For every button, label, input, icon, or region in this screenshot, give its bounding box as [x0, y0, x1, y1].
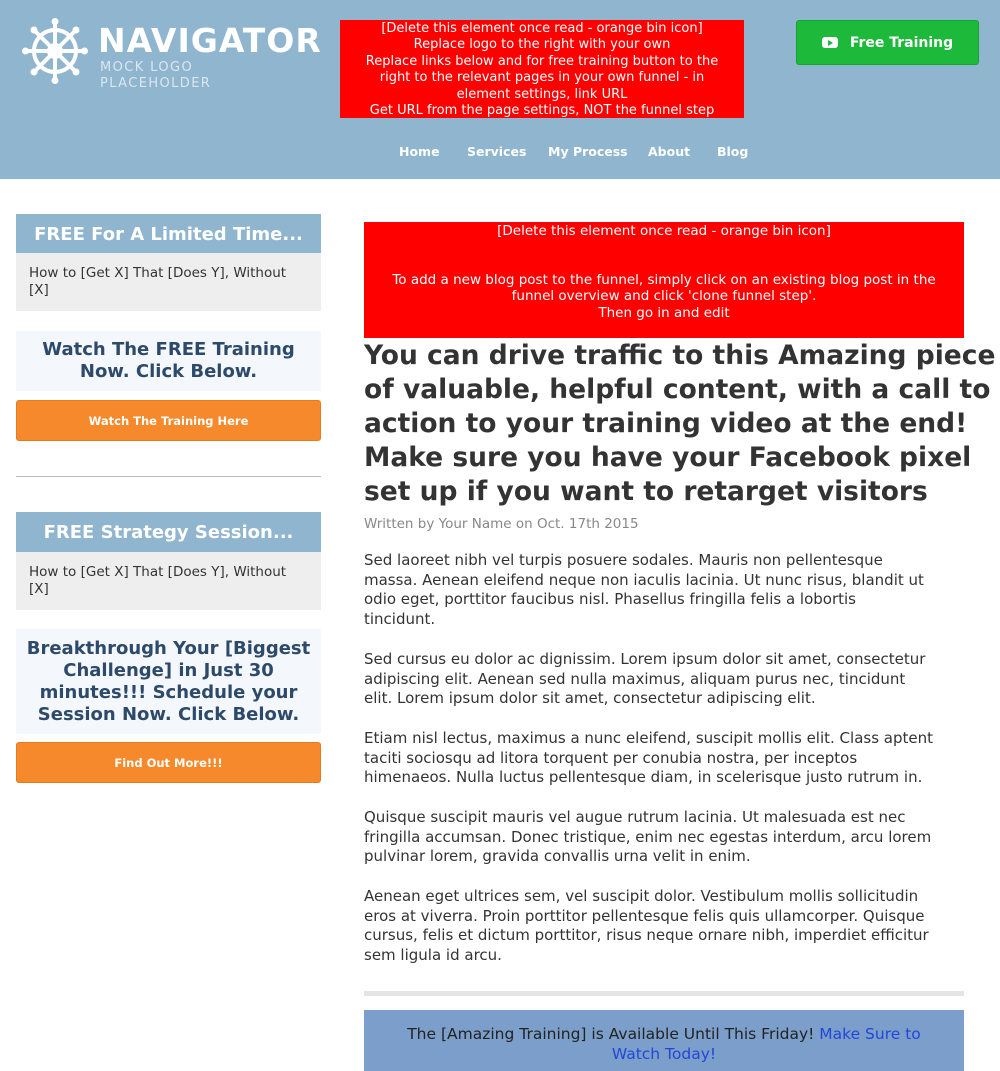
- notice-line: Get URL from the page settings, NOT the funnel step: [369, 103, 715, 119]
- sidebar-cta-text: Breakthrough Your [Biggest Challenge] in Just 30 minutes!!! Schedule your Session Now. Click Below.: [16, 629, 321, 734]
- logo-name: NAVIGATOR: [98, 21, 322, 60]
- paragraph-line: Sed cursus eu dolor ac dignissim. Lorem ipsum dolor sit amet, consectetur: [364, 650, 926, 668]
- nav-blog[interactable]: Blog: [717, 144, 749, 159]
- youtube-play-icon: [822, 37, 838, 48]
- paragraph-line: Quisque suscipit mauris vel augue rutrum lacinia. Ut malesuada est nec: [364, 808, 906, 826]
- paragraph-line: himenaeos. Nulla luctus pellentesque diam, in scelerisque justo rutrum in.: [364, 768, 923, 787]
- title-line: set up if you want to retarget visitors: [364, 476, 928, 507]
- paragraph-line: eros at viverra. Proin porttitor pellentesque felis quis ullamcorper. Quisque: [364, 906, 925, 925]
- sidebar-heading-free-training: FREE For A Limited Time...: [16, 214, 321, 254]
- notice-line: right to the relevant pages in your own funnel - in: [379, 70, 705, 86]
- paragraph-line: odio eget, porttitor faucibus nisl. Phasellus fringilla felis a lobortis: [364, 590, 856, 609]
- sidebar-subtext: How to [Get X] That [Does Y], Without [X]: [16, 552, 321, 610]
- find-out-more-button[interactable]: Find Out More!!!: [16, 742, 321, 783]
- banner-link[interactable]: Watch Today!: [611, 1045, 717, 1063]
- paragraph-line: taciti sociosqu ad litora torquent per conubia nostra, per inceptos: [364, 748, 858, 767]
- post-paragraph: [364, 887, 969, 966]
- paragraph-line: sem ligula id arcu.: [364, 946, 502, 965]
- sidebar-subtext: How to [Get X] That [Does Y], Without [X]: [16, 253, 321, 311]
- training-banner: [364, 1010, 964, 1071]
- notice-line: Replace logo to the right with your own: [413, 37, 671, 53]
- post-paragraph: [364, 551, 969, 630]
- title-line: action to your training video at the end!: [364, 408, 968, 439]
- paragraph-line: Aenean eget ultrices sem, vel suscipit dolor. Vestibulum mollis sollicitudin: [364, 887, 919, 905]
- logo[interactable]: [22, 18, 322, 91]
- paragraph-line: cursus, felis et dictum porttitor, risus neque ornare nibh, imperdiet efficitur: [364, 926, 929, 945]
- post-byline: Written by Your Name on Oct. 17th 2015: [364, 516, 639, 532]
- post-paragraph: [364, 650, 969, 709]
- nav-home[interactable]: Home: [399, 144, 440, 159]
- editor-notice: [364, 222, 964, 338]
- notice-line: To add a new blog post to the funnel, simply click on an existing blog post in the: [392, 271, 936, 288]
- title-line: of valuable, helpful content, with a call to: [364, 374, 991, 405]
- paragraph-line: adipiscing elit. Aenean sed nulla maximus, aliquam purus nec, tincidunt: [364, 669, 906, 688]
- editor-notice: [340, 20, 744, 118]
- watch-training-button[interactable]: Watch The Training Here: [16, 400, 321, 441]
- nav-services[interactable]: Services: [467, 144, 527, 159]
- free-training-label: Free Training: [849, 34, 954, 51]
- post-title: [364, 339, 996, 509]
- nav-my-process[interactable]: My Process: [548, 144, 628, 159]
- nav-about[interactable]: About: [648, 144, 691, 159]
- paragraph-line: Etiam nisl lectus, maximus a nunc eleifend, suscipit mollis elit. Class aptent: [364, 729, 934, 747]
- notice-line: Then go in and edit: [598, 304, 730, 321]
- free-training-button[interactable]: [796, 20, 979, 65]
- post-paragraph: [364, 729, 969, 788]
- sidebar-divider: [16, 476, 321, 477]
- paragraph-line: fringilla accumsan. Donec tristique, enim nec egestas interdum, arcu lorem: [364, 827, 932, 846]
- notice-line: element settings, link URL: [456, 86, 628, 102]
- notice-line: [Delete this element once read - orange bin icon]: [381, 21, 703, 36]
- post-paragraph: [364, 808, 969, 867]
- paragraph-line: massa. Aenean eleifend neque non iaculis lacinia. Ut nunc risus, blandit ut: [364, 570, 924, 589]
- ship-wheel-icon: [22, 18, 88, 84]
- paragraph-line: elit. Lorem ipsum dolor sit amet, consectetur adipiscing elit.: [364, 689, 816, 708]
- notice-line: funnel overview and click 'clone funnel step'.: [511, 288, 817, 304]
- title-line: You can drive traffic to this Amazing piece: [364, 340, 996, 371]
- main-nav: [0, 144, 1000, 162]
- notice-line: [Delete this element once read - orange bin icon]: [497, 223, 831, 239]
- logo-tagline: MOCK LOGO PLACEHOLDER: [100, 60, 212, 91]
- banner-link[interactable]: Make Sure to: [819, 1025, 921, 1043]
- paragraph-line: pulvinar lorem, gravida convallis urna velit in enim.: [364, 847, 751, 866]
- sidebar-cta-text: Watch The FREE Training Now. Click Below.: [16, 331, 321, 391]
- notice-line: Replace links below and for free training button to the: [365, 53, 719, 69]
- title-line: Make sure you have your Facebook pixel: [364, 442, 972, 473]
- paragraph-line: Sed laoreet nibh vel turpis posuere sodales. Mauris non pellentesque: [364, 551, 883, 569]
- content-separator: [364, 991, 964, 996]
- banner-text: The [Amazing Training] is Available Until This Friday!: [407, 1025, 815, 1043]
- paragraph-line: tincidunt.: [364, 610, 436, 629]
- sidebar-heading-strategy-session: FREE Strategy Session...: [16, 512, 321, 552]
- site-header: [0, 0, 1000, 179]
